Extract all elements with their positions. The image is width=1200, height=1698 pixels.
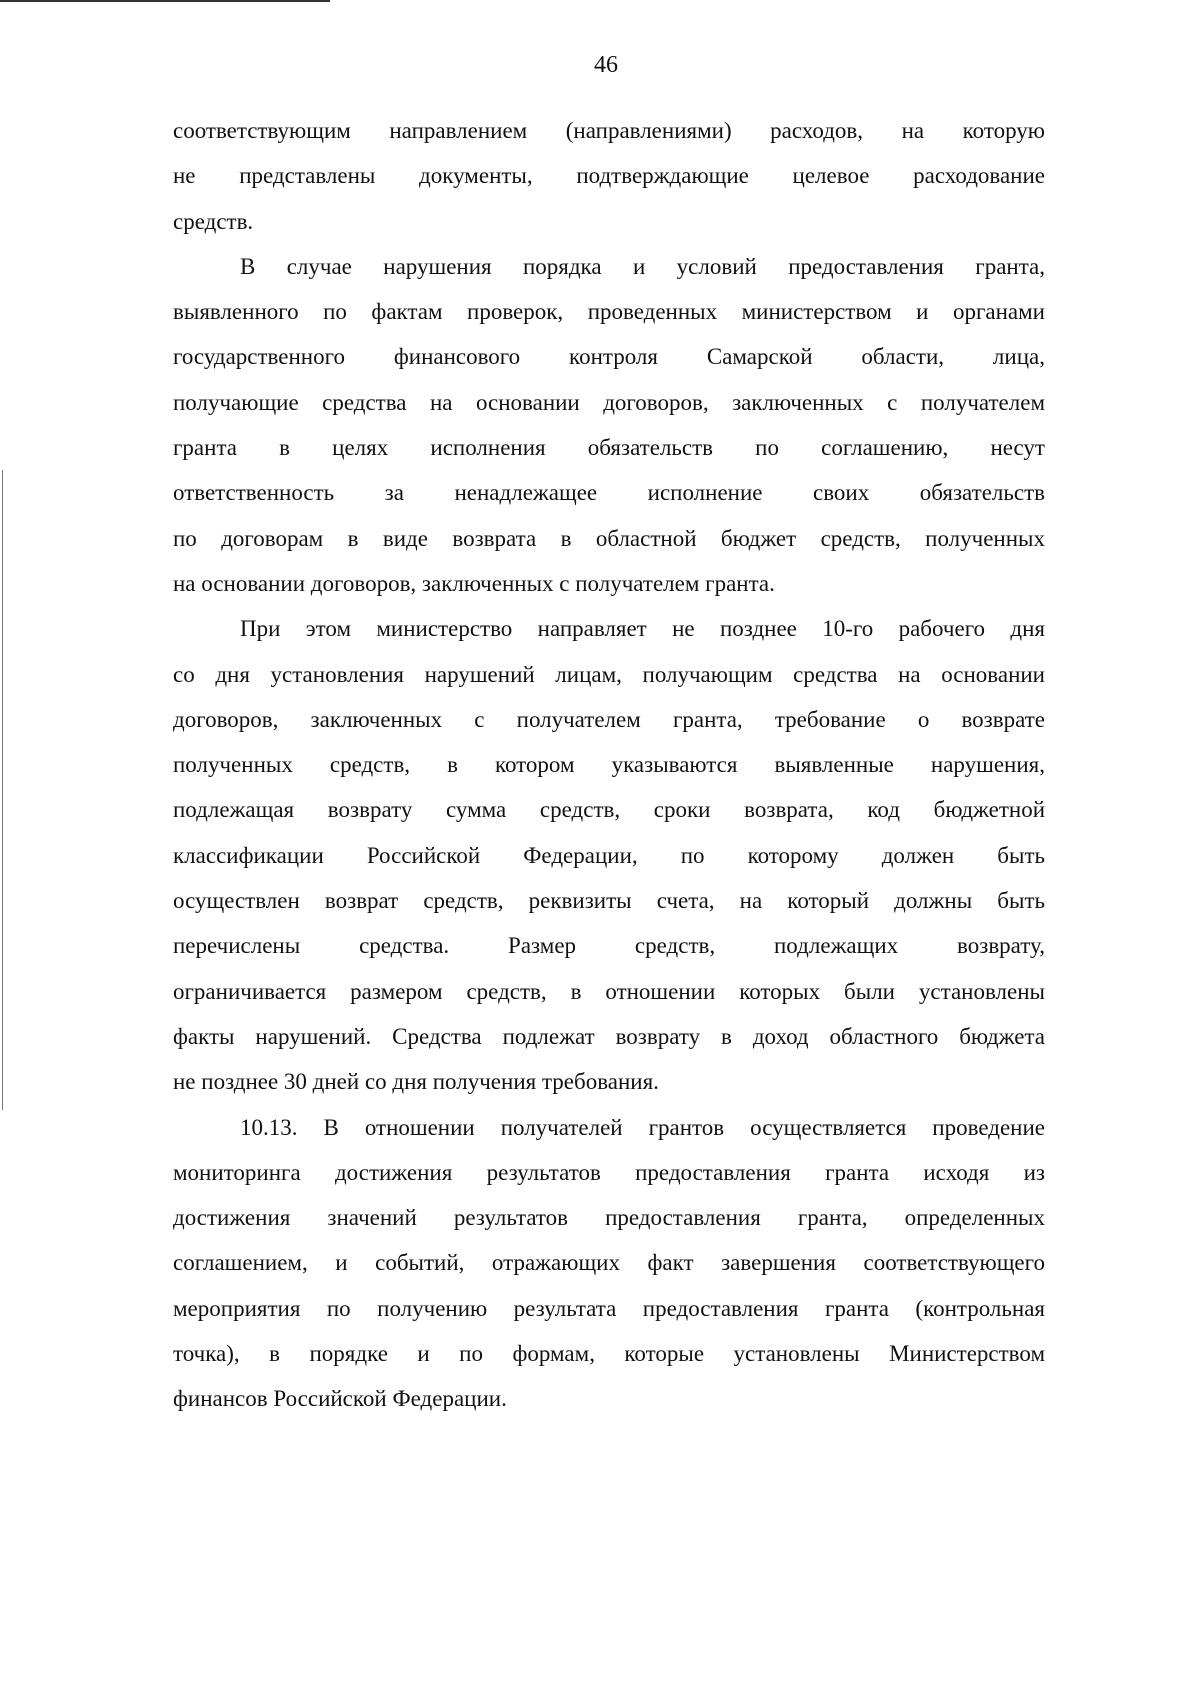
text-line: мероприятия по получению результата предоставления гранта (контрольная <box>173 1295 1045 1321</box>
document-body <box>173 114 1045 1428</box>
text-line: точка), в порядке и по формам, которые установлены Министерством <box>173 1341 1045 1367</box>
text-line: финансов Российской Федерации. <box>173 1386 507 1412</box>
text-line: В случае нарушения порядка и условий предоставления гранта, <box>240 253 1045 279</box>
paragraph <box>173 1111 1045 1428</box>
text-line: При этом министерство направляет не позднее 10-го рабочего дня <box>240 616 1045 642</box>
text-line: на основании договоров, заключенных с получателем гранта. <box>173 570 775 596</box>
text-line: полученных средств, в котором указываются выявленные нарушения, <box>173 752 1045 778</box>
text-line: ограничивается размером средств, в отношении которых были установлены <box>173 978 1045 1004</box>
text-line: не позднее 30 дней со дня получения требования. <box>173 1069 659 1095</box>
text-line: гранта в целях исполнения обязательств по соглашению, несут <box>173 435 1045 461</box>
text-line: государственного финансового контроля Самарской области, лица, <box>173 344 1045 370</box>
page-number: 46 <box>594 52 618 78</box>
text-line: подлежащая возврату сумма средств, сроки возврата, код бюджетной <box>173 797 1045 823</box>
text-line: соглашением, и событий, отражающих факт завершения соответствующего <box>173 1250 1045 1276</box>
text-line: средств. <box>173 208 254 234</box>
text-line: по договорам в виде возврата в областной бюджет средств, полученных <box>173 525 1045 551</box>
text-line: мониторинга достижения результатов предоставления гранта исходя из <box>173 1159 1045 1185</box>
text-line: получающие средства на основании договоров, заключенных с получателем <box>173 389 1045 415</box>
text-line: перечислены средства. Размер средств, подлежащих возврату, <box>173 933 1045 959</box>
text-line: со дня установления нарушений лицам, получающим средства на основании <box>173 661 1045 687</box>
text-line: достижения значений результатов предоставления гранта, определенных <box>173 1205 1045 1231</box>
scan-edge-line <box>2 470 3 1110</box>
text-line: осуществлен возврат средств, реквизиты счета, на который должны быть <box>173 888 1045 914</box>
text-line: классификации Российской Федерации, по которому должен быть <box>173 842 1045 868</box>
text-line: выявленного по фактам проверок, проведенных министерством и органами <box>173 299 1045 325</box>
text-line: соответствующим направлением (направлениями) расходов, на которую <box>173 118 1045 143</box>
paragraph <box>173 114 1045 250</box>
paragraph <box>173 250 1045 612</box>
text-line: факты нарушений. Средства подлежат возврату в доход областного бюджета <box>173 1023 1045 1049</box>
scan-edge-line <box>0 0 330 2</box>
text-line: договоров, заключенных с получателем гранта, требование о возврате <box>173 706 1045 732</box>
paragraph <box>173 612 1045 1110</box>
text-line: ответственность за ненадлежащее исполнение своих обязательств <box>173 480 1045 506</box>
text-line: 10.13. В отношении получателей грантов осуществляется проведение <box>240 1114 1045 1140</box>
text-line: не представлены документы, подтверждающие целевое расходование <box>173 163 1045 189</box>
